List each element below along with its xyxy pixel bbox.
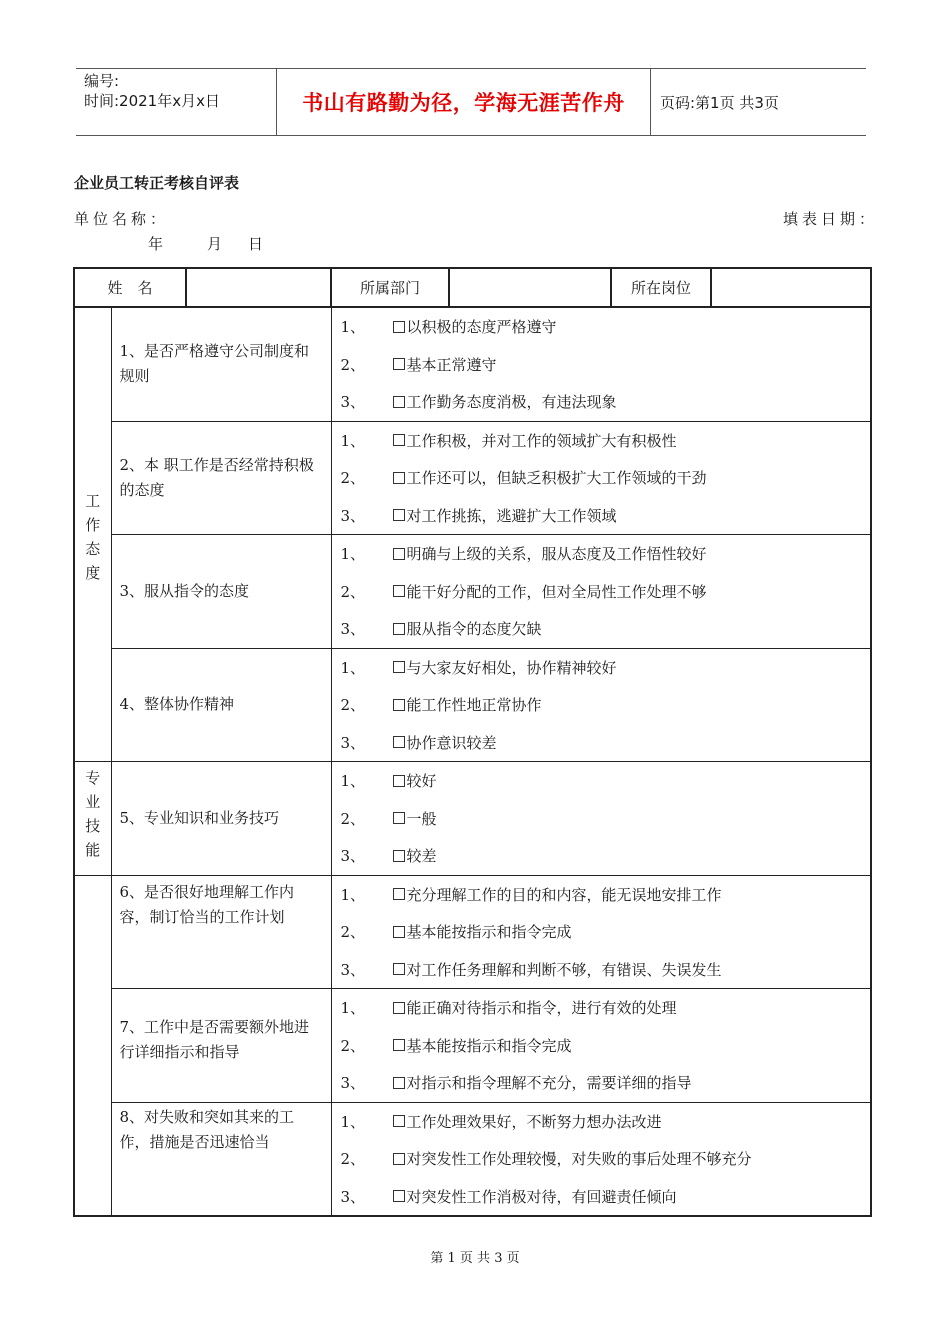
option-item[interactable]: 2、 能干好分配的工作，但对全局性工作处理不够 (340, 582, 707, 601)
checkbox[interactable] (393, 736, 405, 748)
option-item[interactable]: 3、 对指示和指令理解不充分，需要详细的指导 (340, 1074, 692, 1093)
option-item[interactable]: 1、 明确与上级的关系，服从态度及工作悟性较好 (340, 545, 707, 564)
option-item[interactable]: 2、 一般 (340, 809, 437, 828)
option-item[interactable]: 1、 与大家友好相处，协作精神较好 (340, 658, 617, 677)
option-group (331, 875, 871, 989)
question-text: 7、工作中是否需要额外地进行详细指示和指导 (111, 989, 331, 1103)
option-item[interactable]: 2、 工作还可以，但缺乏积极扩大工作领域的干劲 (340, 469, 707, 488)
checkbox[interactable] (393, 888, 405, 900)
checkbox[interactable] (393, 812, 405, 824)
name-label: 姓 名 (74, 268, 186, 307)
time-label: 时间:2021年x月x日 (84, 92, 220, 110)
document-title: 企业员工转正考核自评表 (74, 174, 240, 192)
checkbox[interactable] (393, 775, 405, 787)
number-label: 编号: (84, 72, 120, 90)
header-divider (650, 69, 651, 135)
option-item[interactable]: 3、 较差 (340, 847, 437, 866)
dept-label: 所属部门 (331, 268, 449, 307)
option-group (331, 989, 871, 1103)
option-group (331, 1102, 871, 1216)
option-group (331, 535, 871, 649)
dept-field[interactable] (449, 268, 611, 307)
option-item[interactable]: 3、 协作意识较差 (340, 733, 497, 752)
option-item[interactable]: 2、 基本能按指示和指令完成 (340, 1036, 572, 1055)
year-label: 年 (148, 235, 164, 253)
checkbox[interactable] (393, 1077, 405, 1089)
page-footer: 第 1 页 共 3 页 (430, 1251, 520, 1266)
question-text: 2、本 职工作是否经常持积极的态度 (111, 421, 331, 535)
question-row (74, 421, 871, 535)
option-item[interactable]: 2、 基本能按指示和指令完成 (340, 923, 572, 942)
option-item[interactable]: 1、 能正确对待指示和指令，进行有效的处理 (340, 999, 677, 1018)
question-row (74, 535, 871, 649)
option-item[interactable]: 3、 工作勤务态度消极，有违法现象 (340, 393, 617, 412)
header-motto: 书山有路勤为径，学海无涯苦作舟 (302, 91, 625, 115)
checkbox[interactable] (393, 509, 405, 521)
header-page-info: 页码:第1页 共3页 (660, 93, 779, 112)
name-field[interactable] (186, 268, 331, 307)
option-group (331, 762, 871, 876)
option-item[interactable]: 3、 对突发性工作消极对待，有回避责任倾向 (340, 1187, 677, 1206)
question-row (74, 1102, 871, 1216)
question-text: 3、服从指令的态度 (111, 535, 331, 649)
option-item[interactable]: 1、 较好 (340, 772, 437, 791)
checkbox[interactable] (393, 661, 405, 673)
question-text: 6、是否很好地理解工作内容，制订恰当的工作计划 (111, 875, 331, 989)
checkbox[interactable] (393, 321, 405, 333)
option-item[interactable]: 1、 充分理解工作的目的和内容，能无误地安排工作 (340, 885, 722, 904)
option-item[interactable]: 2、 对突发性工作处理较慢，对失败的事后处理不够充分 (340, 1150, 752, 1169)
checkbox[interactable] (393, 1039, 405, 1051)
option-group (331, 307, 871, 421)
checkbox[interactable] (393, 1153, 405, 1165)
option-group (331, 648, 871, 762)
question-text: 1、是否严格遵守公司制度和规则 (111, 307, 331, 421)
date-placeholder (148, 233, 263, 254)
checkbox[interactable] (393, 963, 405, 975)
category-blank (74, 875, 111, 1216)
month-label: 月 (207, 235, 223, 253)
option-item[interactable]: 1、 工作处理效果好，不断努力想办法改进 (340, 1112, 662, 1131)
checkbox[interactable] (393, 699, 405, 711)
option-item[interactable]: 1、 以积极的态度严格遵守 (340, 318, 557, 337)
evaluation-form (73, 267, 872, 1217)
question-row (74, 307, 871, 421)
question-row (74, 648, 871, 762)
question-row (74, 989, 871, 1103)
question-row (74, 762, 871, 876)
checkbox[interactable] (393, 926, 405, 938)
option-group (331, 421, 871, 535)
post-label: 所在岗位 (611, 268, 711, 307)
question-row (74, 875, 871, 989)
checkbox[interactable] (393, 623, 405, 635)
option-item[interactable]: 2、 基本正常遵守 (340, 355, 497, 374)
category-work-attitude: 工 作 态 度 (74, 307, 111, 762)
question-text: 5、专业知识和业务技巧 (111, 762, 331, 876)
unit-label: 单位名称： (74, 210, 170, 228)
day-label: 日 (248, 235, 264, 253)
option-item[interactable]: 1、 工作积极，并对工作的领域扩大有积极性 (340, 431, 677, 450)
post-field[interactable] (711, 268, 871, 307)
checkbox[interactable] (393, 1190, 405, 1202)
checkbox[interactable] (393, 434, 405, 446)
checkbox[interactable] (393, 1115, 405, 1127)
question-text: 8、对失败和突如其来的工作，措施是否迅速恰当 (111, 1102, 331, 1216)
option-item[interactable]: 3、 对工作任务理解和判断不够，有错误、失误发生 (340, 960, 722, 979)
checkbox[interactable] (393, 358, 405, 370)
checkbox[interactable] (393, 472, 405, 484)
fill-date-label: 填表日期： (782, 210, 878, 228)
page-header-band (76, 68, 866, 136)
checkbox[interactable] (393, 850, 405, 862)
option-item[interactable]: 2、 能工作性地正常协作 (340, 696, 542, 715)
checkbox[interactable] (393, 1002, 405, 1014)
option-item[interactable]: 3、 服从指令的态度欠缺 (340, 620, 542, 639)
checkbox[interactable] (393, 548, 405, 560)
info-row (74, 268, 871, 307)
option-item[interactable]: 3、 对工作挑拣，逃避扩大工作领域 (340, 506, 617, 525)
checkbox[interactable] (393, 585, 405, 597)
question-text: 4、整体协作精神 (111, 648, 331, 762)
checkbox[interactable] (393, 396, 405, 408)
category-professional-skill: 专 业 技 能 (74, 762, 111, 876)
header-meta (84, 71, 276, 111)
